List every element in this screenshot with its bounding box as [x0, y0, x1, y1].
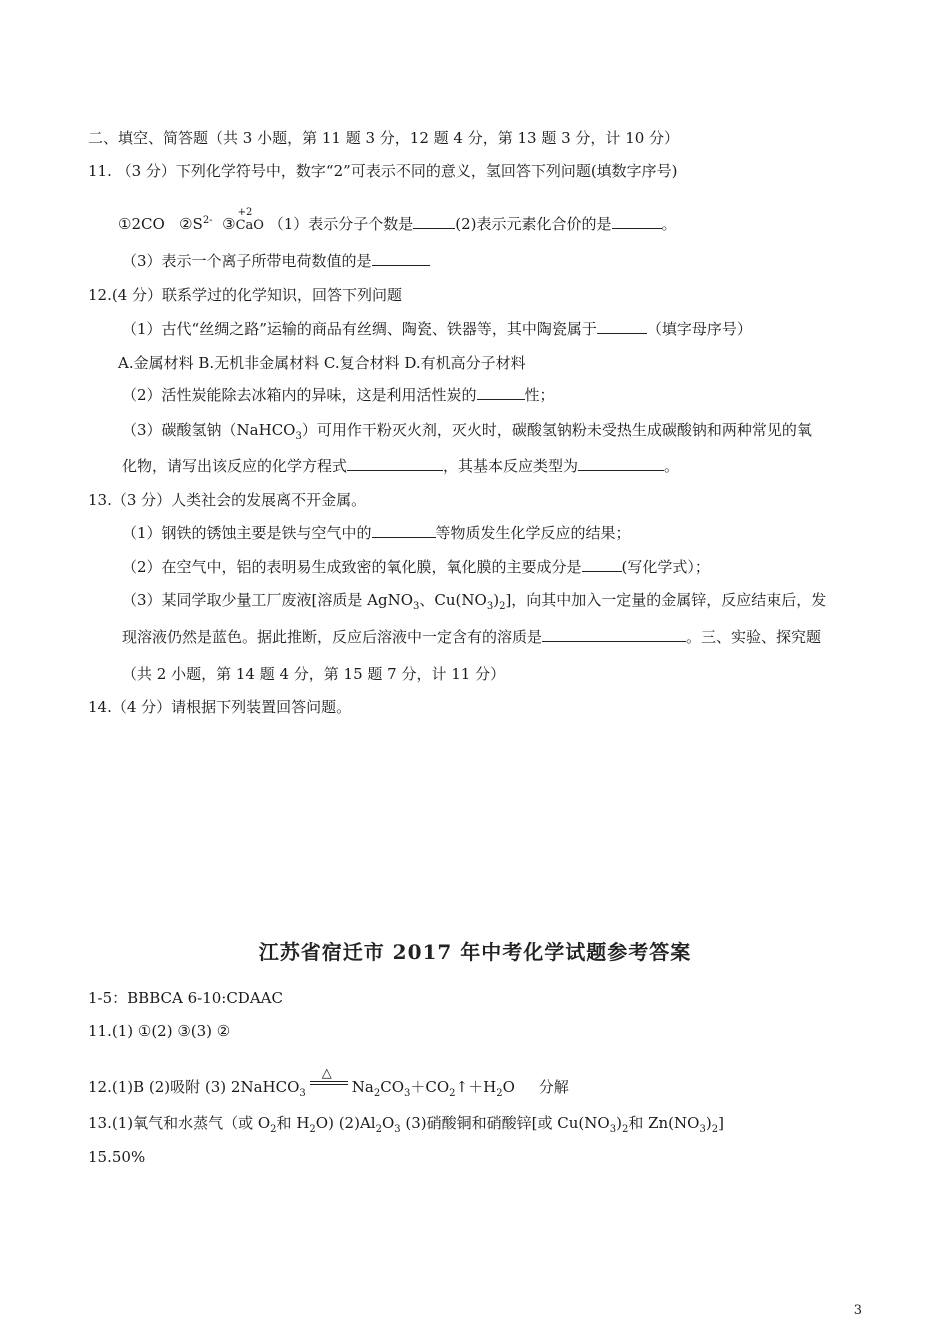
- q12-blank-2[interactable]: [477, 385, 525, 400]
- question-12-part-2: （2）活性炭能除去冰箱内的异味，这是利用活性炭的 性；: [122, 386, 555, 404]
- question-12-options: A.金属材料 B.无机非金属材料 C.复合材料 D.有机高分子材料: [118, 354, 526, 372]
- q11-option-2: $②S^{2-}$: [179, 215, 213, 233]
- q12-blank-1[interactable]: [597, 319, 647, 334]
- q13-blank-1[interactable]: [372, 523, 436, 538]
- question-12-part-1: （1）古代“丝绸之路”运输的商品有丝绸、陶瓷、铁器等，其中陶瓷属于 （填字母序号）: [122, 320, 752, 338]
- q11-blank-2[interactable]: [612, 214, 662, 229]
- question-12-part-3b: 化物，请写出该反应的化学方程式 ，其基本反应类型为 。: [122, 457, 680, 475]
- answer-13: 13.(1)氧气和水蒸气（或 $O_2$和 $H_2O$) $(2)Al_2O_3$ (3)硝酸铜和硝酸锌[或 $Cu(NO_3)_2$和 $Zn(NO_3)_2$]: [88, 1114, 724, 1135]
- question-11-stem: 11. （3 分）下列化学符号中，数字“2”可表示不同的意义，氢回答下列问题(填数字序号): [88, 162, 678, 180]
- question-13-part-3a: （3）某同学取少量工厂废液[溶质是 AgNO$_3$、$Cu(NO_3)_2$]，向其中加入一定量的金属锌，反应结束后，发: [122, 591, 827, 612]
- question-14-stem: 14.（4 分）请根据下列装置回答问题。: [88, 698, 352, 716]
- q11-blank-1[interactable]: [413, 214, 455, 229]
- q11-option-3: ③ +2 CaO: [222, 207, 264, 233]
- q11-blank-3[interactable]: [372, 251, 430, 266]
- question-13-part-1: （1）钢铁的锈蚀主要是铁与空气中的 等物质发生化学反应的结果；: [122, 524, 631, 542]
- q13-blank-3[interactable]: [542, 627, 686, 642]
- q12-blank-3[interactable]: [347, 456, 443, 471]
- question-11-part-3: （3）表示一个离子所带电荷数值的是: [122, 251, 430, 271]
- q11-option-1: ①2CO: [118, 215, 165, 233]
- answer-mc: 1-5：BBBCA 6-10:CDAAC: [88, 989, 283, 1007]
- section-heading: 二、填空、简答题（共 3 小题，第 11 题 3 分，12 题 4 分，第 13 题 3 分，计 10 分）: [88, 129, 680, 147]
- heating-condition-icon: △: [310, 1081, 348, 1095]
- question-13-stem: 13.（3 分）人类社会的发展离不开金属。: [88, 491, 367, 509]
- question-12-part-3a: （3）碳酸氢钠（NaHCO$_3$）可用作干粉灭火剂，灭火时，碳酸氢钠粉未受热生成碳酸钠和两种常见的氧: [122, 421, 812, 442]
- page-number: 3: [853, 1303, 862, 1318]
- question-13-part-3b: 现溶液仍然是蓝色。据此推断，反应后溶液中一定含有的溶质是 。三、实验、探究题: [122, 628, 822, 646]
- q12-blank-4[interactable]: [578, 456, 664, 471]
- question-13-part-2: （2）在空气中，铝的表明易生成致密的氧化膜，氧化膜的主要成分是 (写化学式）；: [122, 558, 710, 576]
- question-11-options: ①2CO $②S^{2-}$ ③ +2 CaO （1）表示分子个数是 (2)表示元素化合价的是 。: [118, 207, 677, 233]
- answers-title: 江苏省宿迁市 2017 年中考化学试题参考答案: [258, 940, 692, 964]
- q11-part-1: （1）表示分子个数是: [268, 215, 414, 233]
- answer-12: 12.(1)B (2)吸附 (3) 2NaHCO$_3$ △ $Na_2CO_3+CO_2↑+H_2O$ 分解: [88, 1066, 569, 1099]
- question-12-stem: 12.(4 分）联系学过的化学知识，回答下列问题: [88, 286, 403, 304]
- section-3-heading: （共 2 小题，第 14 题 4 分，第 15 题 7 分，计 11 分）: [122, 665, 506, 683]
- q13-blank-2[interactable]: [582, 557, 622, 572]
- answer-11: 11.(1) ①(2) ③(3) ②: [88, 1022, 231, 1040]
- q11-part-2: (2)表示元素化合价的是: [455, 215, 612, 233]
- answer-15: 15.50%: [88, 1148, 146, 1166]
